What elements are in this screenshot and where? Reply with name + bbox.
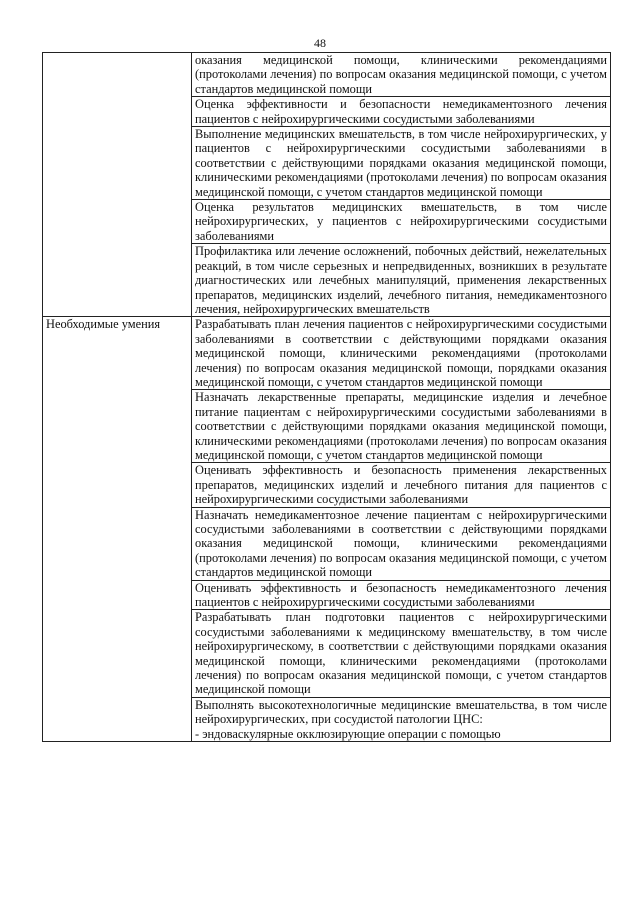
row-text: Оценка эффективности и безопасности немедикаментозного лечения пациентов с нейрохирургическими сосудистыми заболеваниями xyxy=(192,97,611,127)
table-row xyxy=(43,53,611,97)
table-row xyxy=(43,580,611,610)
row-text: Оценка результатов медицинских вмешательств, в том числе нейрохирургических, у пациентов с нейрохирургическими сосудистыми заболеваниями xyxy=(192,200,611,244)
row-label xyxy=(43,463,192,507)
section-label-required-skills: Необходимые умения xyxy=(43,317,192,390)
row-label xyxy=(43,97,192,127)
row-text: Профилактика или лечение осложнений, побочных действий, нежелательных реакций, в том числе серьезных и непредвиденных, возникших в результате диагностических или лечебных манипуляций, применения лекарственных препаратов, медицинских изделий, лечебного питания, немедикаментозного лечения, нейрохирургических вмешательств xyxy=(192,244,611,317)
row-label xyxy=(43,200,192,244)
table-row xyxy=(43,697,611,741)
row-label xyxy=(43,244,192,317)
row-text: Назначать немедикаментозное лечение пациентам с нейрохирургическими сосудистыми заболеваниями в соответствии с действующими порядками оказания медицинской помощи, клиническими рекомендациями (протоколами лечения) по вопросам оказания медицинской помощи, с учетом стандартов медицинской помощи xyxy=(192,507,611,580)
row-label xyxy=(43,390,192,463)
table-row xyxy=(43,97,611,127)
competency-table xyxy=(42,52,611,742)
table-row xyxy=(43,390,611,463)
page-number: 48 xyxy=(314,36,326,50)
row-text: Назначать лекарственные препараты, медицинские изделия и лечебное питание пациентам с нейрохирургическими сосудистыми заболеваниями в соответствии с действующими порядками оказания медицинской помощи, клиническими рекомендациями (протоколами лечения) по вопросам оказания медицинской помощи, с учетом стандартов медицинской помощи xyxy=(192,390,611,463)
table-row xyxy=(43,244,611,317)
row-text-continuation: - эндоваскулярные окклюзирующие операции с помощью xyxy=(195,726,501,741)
row-text: Выполнять высокотехнологичные медицинские вмешательства, в том числе нейрохирургических, при сосудистой патологии ЦНС: xyxy=(195,697,607,727)
row-label xyxy=(43,127,192,200)
row-text: Выполнение медицинских вмешательств, в том числе нейрохирургических, у пациентов с нейрохирургическими сосудистыми заболеваниями в соответствии с действующими порядками оказания медицинской помощи, клиническими рекомендациями (протоколами лечения) по вопросам оказания медицинской помощи, с учетом стандартов медицинской помощи xyxy=(192,127,611,200)
row-text: Оценивать эффективность и безопасность применения лекарственных препаратов, медицинских изделий и лечебного питания для пациентов с нейрохирургическими сосудистыми заболеваниями xyxy=(192,463,611,507)
table-row xyxy=(43,200,611,244)
table-row xyxy=(43,610,611,697)
row-text: Оценивать эффективность и безопасность немедикаментозного лечения пациентов с нейрохирургическими сосудистыми заболеваниями xyxy=(192,580,611,610)
table-row xyxy=(43,127,611,200)
row-label xyxy=(43,610,192,697)
row-label xyxy=(43,507,192,580)
table-row xyxy=(43,507,611,580)
row-label xyxy=(43,53,192,97)
table-row xyxy=(43,463,611,507)
row-text: оказания медицинской помощи, клиническими рекомендациями (протоколами лечения) по вопросам оказания медицинской помощи, с учетом стандартов медицинской помощи xyxy=(192,53,611,97)
row-label xyxy=(43,697,192,741)
row-text: Разрабатывать план подготовки пациентов с нейрохирургическими сосудистыми заболеваниями к медицинскому вмешательству, в том числе нейрохирургическому, в соответствии с действующими порядками оказания медицинской помощи, клиническими рекомендациями (протоколами лечения) по вопросам оказания медицинской помощи, с учетом стандартов медицинской помощи xyxy=(192,610,611,697)
row-label xyxy=(43,580,192,610)
row-text: Разрабатывать план лечения пациентов с нейрохирургическими сосудистыми заболеваниями в соответствии с действующими порядками оказания медицинской помощи, клиническими рекомендациями (протоколами лечения) по вопросам оказания медицинской помощи, порядками оказания медицинской помощи, с учетом стандартов медицинской помощи xyxy=(192,317,611,390)
table-row xyxy=(43,317,611,390)
row-text-multi xyxy=(192,697,611,741)
